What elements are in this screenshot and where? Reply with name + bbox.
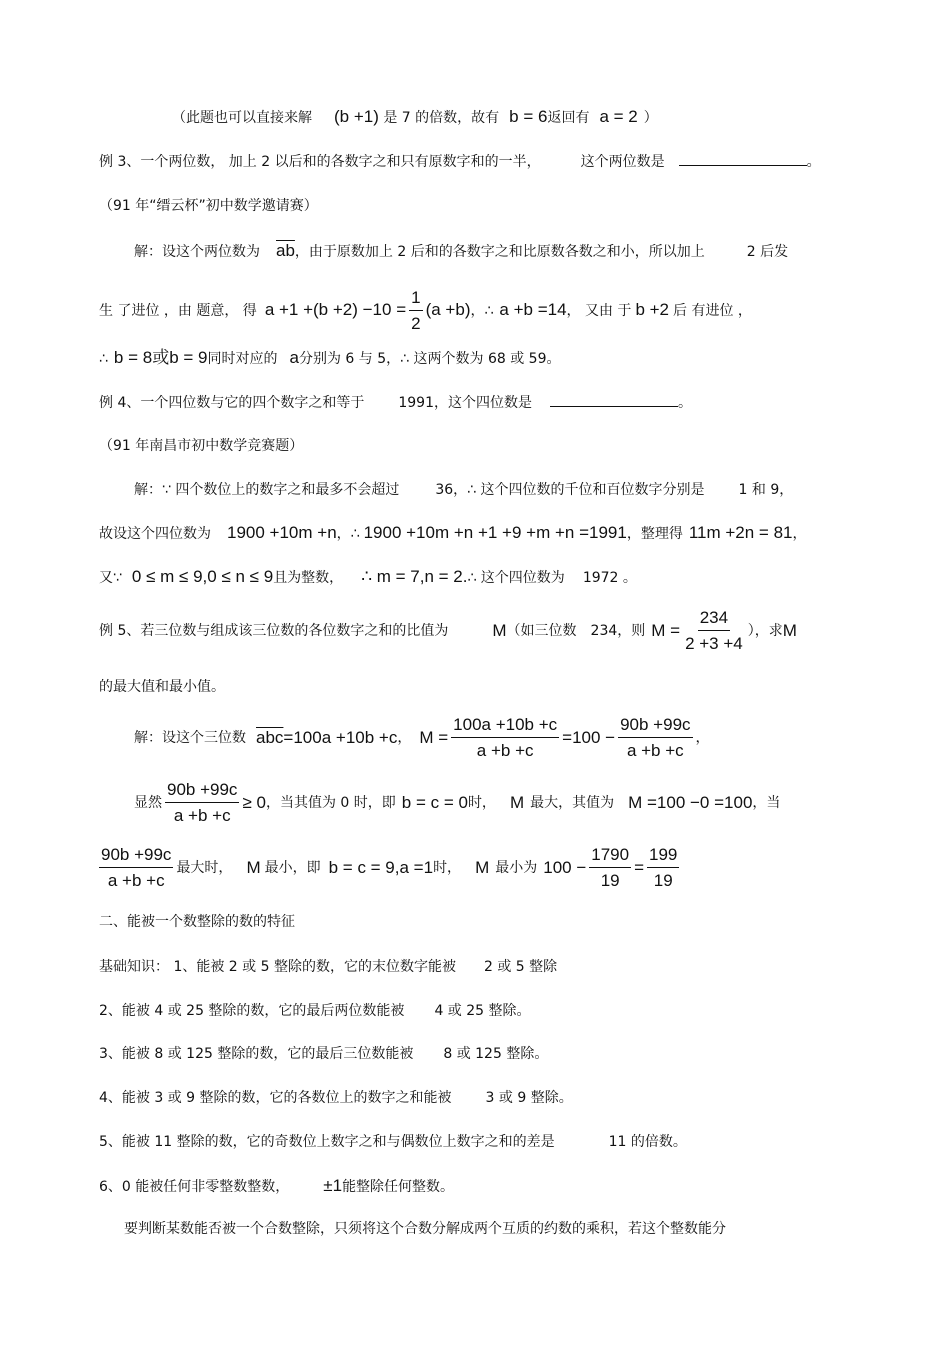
answer-blank [550,394,678,407]
rule-4 [99,1089,573,1107]
math-symbol: ±1 [323,1176,343,1195]
example-text: 1991，这个四位数是 [398,395,532,411]
fraction-denominator: 2 +3 +4 [685,634,743,653]
solution-3-line-3 [99,349,560,368]
math-symbol: M [475,858,490,877]
rule-text: 11 的倍数。 [608,1134,687,1150]
solution-text: 分别为 6 与 5，∴ 这两个数为 68 或 59。 [298,351,561,367]
rule-text: 8 或 125 整除。 [443,1046,549,1062]
rule-5 [99,1133,687,1151]
solution-text: 时， [433,860,462,876]
example-4-source: （91 年南昌市初中数学竞赛题） [99,438,304,454]
rule-text: 6、0 能被任何非零整数整数， [99,1179,290,1195]
example-text: 。 [806,154,821,170]
solution-text: ， [792,526,807,542]
rule-6 [99,1177,454,1196]
rule-2 [99,1002,531,1020]
example-3-source: （91 年“缙云杯”初中数学邀请赛） [99,198,318,214]
solution-text: 时， [467,795,496,811]
example-3 [99,153,821,171]
solution-4-line-2 [99,524,806,543]
math-expression: =100 − [562,728,616,747]
solution-text: 故设这个四位数为 [99,526,211,542]
note-line [172,108,658,127]
fraction-numerator: 100a +10b +c [451,715,559,738]
solution-text: 后 有进位 ， [673,303,752,319]
math-symbol: M [492,621,507,640]
solution-4-line-1 [134,481,793,499]
solution-text: ，当 [752,795,781,811]
fraction-numerator: 90b +99c [99,845,173,868]
solution-text: 生 了进位 ，由 题意， 得 [99,303,257,319]
math-expression: M =100 −0 =100 [628,793,753,812]
math-symbol: M [509,793,525,812]
example-5-line-2: 的最大值和最小值。 [99,679,225,695]
note-math: a = 2 [599,107,638,126]
math-expression: ≥ 0 [242,793,266,812]
solution-text: ， [695,730,710,746]
fraction-denominator: a +b +c [476,741,534,760]
fraction-numerator: 90b +99c [618,715,692,738]
math-symbol: M [246,858,261,877]
math-expression: 11m +2n = 81 [688,523,793,542]
note-text: ） [643,110,658,126]
rule-text: 4、能被 3 或 9 整除的数，它的各数位上的数字之和能被 [99,1090,452,1106]
fraction-half [409,288,422,334]
example-text: ），求 [747,623,783,639]
math-expression: b = c = 9,a =1 [328,858,434,877]
fraction-denominator: a +b +c [173,806,231,825]
fraction-1790 [589,845,631,891]
fraction-199 [647,845,679,891]
example-4 [99,394,692,412]
example-text: 例 5、若三位数与组成该三位数的各位数字之和的比值为 [99,623,449,639]
fraction-m [451,715,559,761]
solution-3-line-2 [99,288,752,334]
math-expression: M = [419,728,449,747]
math-expression: 1900 +10m +n [227,523,337,542]
fraction-234 [683,608,745,654]
rule-text: 4 或 25 整除。 [434,1003,531,1019]
example-text: 例 3、一个两位数， 加上 2 以后和的各数字之和只有原数字和的一半， [99,154,541,170]
solution-text: ∴ 这个四位数为 [467,570,565,586]
solution-text: ，整理得 [626,526,683,542]
fraction-ratio [618,715,692,761]
solution-text: ， [397,730,412,746]
fraction-numerator: 1790 [589,845,631,868]
solution-text: 解：设这个三位数 [134,730,246,746]
solution-text: 最小，即 [264,860,321,876]
rule-text: 基础知识： 1、能被 2 或 5 整除的数，它的末位数字能被 [99,959,456,975]
example-text: 这个两位数是 [580,154,665,170]
note-text: 返回有 [547,110,590,126]
math-expression: b +2 [635,300,669,319]
fraction-denominator: 2 [411,314,421,333]
solution-text: ，∴ [470,303,494,319]
example-5-line-1 [99,607,797,655]
solution-5-line-2 [134,779,780,827]
solution-text: 最大，其值为 [530,795,615,811]
math-overline: $\overline{ab}$ [276,241,295,260]
solution-text: 2 后发 [746,244,789,260]
solution-text: ，∴ [336,526,360,542]
rule-text: 5、能被 11 整除的数，它的奇数位上数字之和与偶数位上数字之和的差是 [99,1134,555,1150]
rule-text: 3 或 9 整除。 [485,1090,573,1106]
math-expression: M = [651,621,681,640]
math-expression: 100 − [543,858,587,877]
rule-text: 3、能被 8 或 125 整除的数，它的最后三位数能被 [99,1046,414,1062]
note-math: b = 6 [509,107,548,126]
math-expression: a +b =14 [499,300,567,319]
solution-text: ，当其值为 0 时，即 [265,795,396,811]
solution-text: 又∵ [99,570,122,586]
fraction-numerator: 1 [409,288,422,311]
note-math: (b +1) [334,107,379,126]
math-expression: a +1 +(b +2) −10 = [264,300,407,319]
example-text: 。 [678,395,692,411]
answer-blank [679,153,807,166]
example-text: 234，则 [590,623,646,639]
solution-4-line-3 [99,568,637,587]
math-expression: a [289,348,299,367]
solution-text: ，由于原数加上 2 后和的各数字之和比原数各数之和小，所以加上 [294,244,705,260]
fraction-denominator: 19 [653,871,673,890]
solution-text: 显然 [134,795,162,811]
example-text: （如三位数 [506,623,577,639]
math-symbol: M [782,621,797,640]
solution-text: 解：设这个两位数为 [134,244,260,260]
solution-3-line-1 [134,242,788,261]
solution-text: ∴ [99,351,108,367]
math-expression: 0 ≤ m ≤ 9,0 ≤ n ≤ 9 [131,567,274,586]
note-text: 是 7 的倍数，故有 [383,110,500,126]
fraction-ratio [99,845,173,891]
math-expression: = [634,858,645,877]
math-overline: $\overline{abc}$ [256,728,284,747]
solution-text: 最大时， [176,860,233,876]
math-expression: (a +b) [425,300,471,319]
solution-text: 同时对应的 [207,351,278,367]
solution-text: 解：∵ 四个数位上的数字之和最多不会超过 [134,482,400,498]
solution-text: 1 和 9， [738,482,794,498]
fraction-numerator: 234 [698,608,730,631]
math-expression: ∴ m = 7,n = 2. [361,567,468,586]
rule-text: 2 或 5 整除 [483,959,558,975]
fraction-numerator: 90b +99c [165,780,239,803]
note-text: （此题也可以直接来解 [172,110,312,126]
solution-text: 1972 。 [582,570,637,586]
example-text: 例 4、一个四位数与它的四个数字之和等于 [99,395,365,411]
rule-text: 能整除任何整数。 [342,1179,455,1195]
solution-5-line-3 [99,844,682,892]
section-2-title: 二、能被一个数整除的数的特征 [99,914,295,930]
math-expression: b = 8或b = 9 [113,348,208,367]
fraction-ratio [165,780,239,826]
math-expression: b = c = 0 [401,793,468,812]
fraction-denominator: 19 [600,871,620,890]
math-expression: =100a +10b +c [283,728,398,747]
math-expression: 1900 +10m +n +1 +9 +m +n =1991 [363,523,627,542]
solution-text: 最小为 [495,860,538,876]
solution-text: 且为整数， [273,570,344,586]
solution-5-line-1 [134,714,710,762]
fraction-numerator: 199 [647,845,679,868]
fraction-denominator: a +b +c [107,871,165,890]
rule-3 [99,1045,548,1063]
fraction-denominator: a +b +c [626,741,684,760]
solution-text: 36，∴ 这个四位数的千位和百位数字分别是 [435,482,705,498]
solution-text: ， 又由 于 [566,303,632,319]
rule-1 [99,958,557,976]
closing-paragraph: 要判断某数能否被一个合数整除，只须将这个合数分解成两个互质的约数的乘积，若这个整数能分 [124,1221,726,1237]
rule-text: 2、能被 4 或 25 整除的数，它的最后两位数能被 [99,1003,405,1019]
